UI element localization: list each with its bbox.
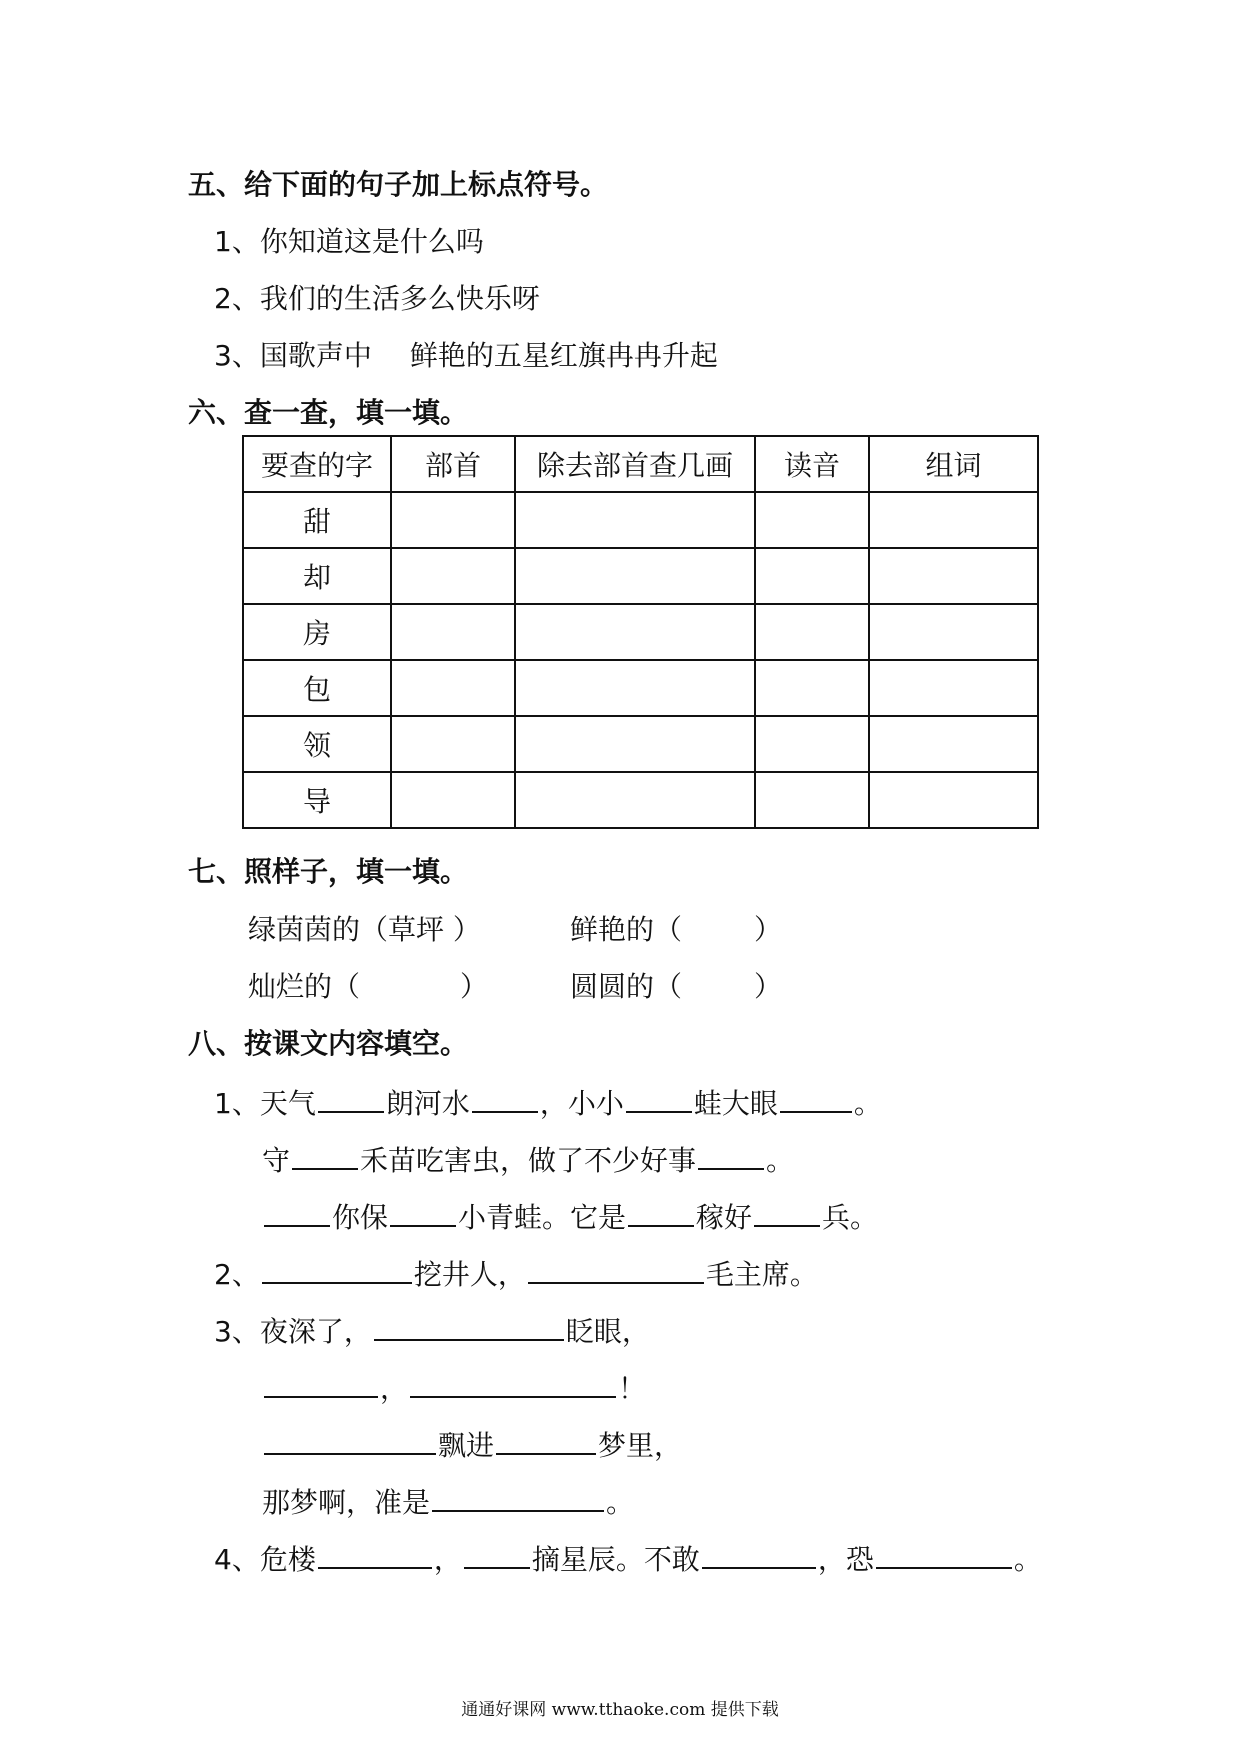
answer-cell[interactable] [755,548,869,604]
answer-cell[interactable] [869,604,1038,660]
section-5-heading: 五、给下面的句子加上标点符号。 [188,168,609,201]
answer-cell[interactable] [515,548,755,604]
table-header: 除去部首查几画 [515,436,755,492]
s8-text: ， [433,1543,462,1576]
answer-cell[interactable] [869,660,1038,716]
s8-text: 3、夜深了， [214,1315,372,1348]
close-paren: ） [460,970,489,1003]
answer-cell[interactable] [755,492,869,548]
s8-text: 毛主席。 [705,1258,818,1291]
s8-text: 挖井人， [413,1258,526,1291]
fill-blank[interactable] [264,1195,330,1227]
s8-text: 稼好 [696,1201,753,1234]
answer-cell[interactable] [755,660,869,716]
answer-cell[interactable] [515,492,755,548]
table-row [243,660,1038,716]
s8-text: 眨眼， [565,1315,650,1348]
s8-line-2 [262,1138,794,1181]
table-char: 导 [243,772,391,828]
table-char: 房 [243,604,391,660]
table-row [243,548,1038,604]
fill-blank[interactable] [390,1195,456,1227]
s8-text: ， [380,1372,409,1405]
table-char: 甜 [243,492,391,548]
s8-text: 蛙大眼 [693,1087,778,1120]
s8-text: 朗河水 [385,1087,470,1120]
fill-blank[interactable] [432,1480,604,1512]
table-row [243,716,1038,772]
fill-blank[interactable] [374,1309,564,1341]
answer-cell[interactable] [869,716,1038,772]
answer-cell[interactable] [391,548,515,604]
s8-line-1 [214,1081,882,1124]
s5-item-3-part-1: 3、国歌声中 [214,339,372,372]
s8-text: 。 [766,1144,795,1177]
table-row [243,604,1038,660]
s8-text: 4、危楼 [214,1543,316,1576]
s8-text: 你保 [332,1201,389,1234]
s7-item-a [570,910,782,950]
s5-item-2: 2、我们的生活多么快乐呀 [214,282,540,315]
s7-example: 绿茵茵的（草坪 ） [248,913,481,946]
fill-blank[interactable] [264,1366,378,1398]
fill-blank[interactable] [780,1081,852,1113]
table-header: 读音 [755,436,869,492]
fill-blank[interactable] [410,1366,616,1398]
s7-item-b-text: 灿烂的（ [248,970,361,1003]
s8-line-8 [262,1480,634,1523]
s5-item-1: 1、你知道这是什么吗 [214,225,484,258]
s8-text: 那梦啊，准是 [262,1486,431,1519]
lookup-table [242,435,1039,829]
s8-line-9 [214,1537,1042,1580]
s8-text: 1、天气 [214,1087,316,1120]
fill-blank[interactable] [876,1537,1012,1569]
table-char: 包 [243,660,391,716]
s8-text: 飘进 [438,1429,495,1462]
fill-blank[interactable] [472,1081,538,1113]
fill-blank[interactable] [628,1195,694,1227]
s8-text: 摘星辰。不敢 [531,1543,700,1576]
fill-blank[interactable] [528,1252,704,1284]
fill-blank[interactable] [754,1195,820,1227]
fill-blank[interactable] [702,1537,816,1569]
fill-blank[interactable] [264,1423,436,1455]
s8-text: 。 [606,1486,635,1519]
s5-item-3-part-2: 鲜艳的五星红旗冉冉升起 [409,339,718,372]
s8-line-6 [262,1366,646,1409]
s5-item-3 [214,336,718,376]
section-6-heading: 六、查一查，填一填。 [188,396,469,429]
s7-item-b [248,967,488,1007]
s8-line-7 [262,1423,682,1466]
s8-text: 禾苗吃害虫，做了不少好事 [360,1144,697,1177]
table-row [243,492,1038,548]
s8-text: 梦里， [598,1429,683,1462]
s8-text: 小青蛙。它是 [458,1201,627,1234]
answer-cell[interactable] [391,716,515,772]
fill-blank[interactable] [626,1081,692,1113]
fill-blank[interactable] [464,1537,530,1569]
close-paren: ） [754,970,783,1003]
answer-cell[interactable] [515,660,755,716]
answer-cell[interactable] [755,772,869,828]
s8-text: 。 [1013,1543,1042,1576]
answer-cell[interactable] [869,772,1038,828]
s8-line-3 [262,1195,878,1238]
s8-text: 守 [262,1144,291,1177]
s8-text: 。 [853,1087,882,1120]
page-footer: 通通好课网 www.tthaoke.com 提供下载 [461,1700,779,1720]
answer-cell[interactable] [515,604,755,660]
answer-cell[interactable] [515,772,755,828]
table-row [243,772,1038,828]
s7-item-c-text: 圆圆的（ [570,970,683,1003]
fill-blank[interactable] [496,1423,596,1455]
answer-cell[interactable] [869,492,1038,548]
s8-text: 兵。 [822,1201,879,1234]
fill-blank[interactable] [318,1537,432,1569]
s8-text: 2、 [214,1258,260,1291]
answer-cell[interactable] [869,548,1038,604]
table-char: 领 [243,716,391,772]
s8-text: ，小小 [539,1087,624,1120]
answer-cell[interactable] [515,716,755,772]
fill-blank[interactable] [318,1081,384,1113]
s8-text: ！ [618,1372,647,1405]
answer-cell[interactable] [755,716,869,772]
table-header-row [243,436,1038,492]
fill-blank[interactable] [262,1252,412,1284]
table-header: 组词 [869,436,1038,492]
fill-blank[interactable] [698,1138,764,1170]
section-8-heading: 八、按课文内容填空。 [188,1027,469,1060]
close-paren: ） [754,913,783,946]
answer-cell[interactable] [391,660,515,716]
s7-item-c [570,967,782,1007]
section-7-heading: 七、照样子，填一填。 [188,855,469,888]
answer-cell[interactable] [391,604,515,660]
table-header: 要查的字 [243,436,391,492]
answer-cell[interactable] [755,604,869,660]
answer-cell[interactable] [391,492,515,548]
table-header: 部首 [391,436,515,492]
fill-blank[interactable] [292,1138,358,1170]
table-char: 却 [243,548,391,604]
answer-cell[interactable] [391,772,515,828]
s7-item-a-text: 鲜艳的（ [570,913,683,946]
s8-line-4 [214,1252,818,1295]
s8-line-5 [214,1309,650,1352]
s8-text: ，恐 [817,1543,874,1576]
